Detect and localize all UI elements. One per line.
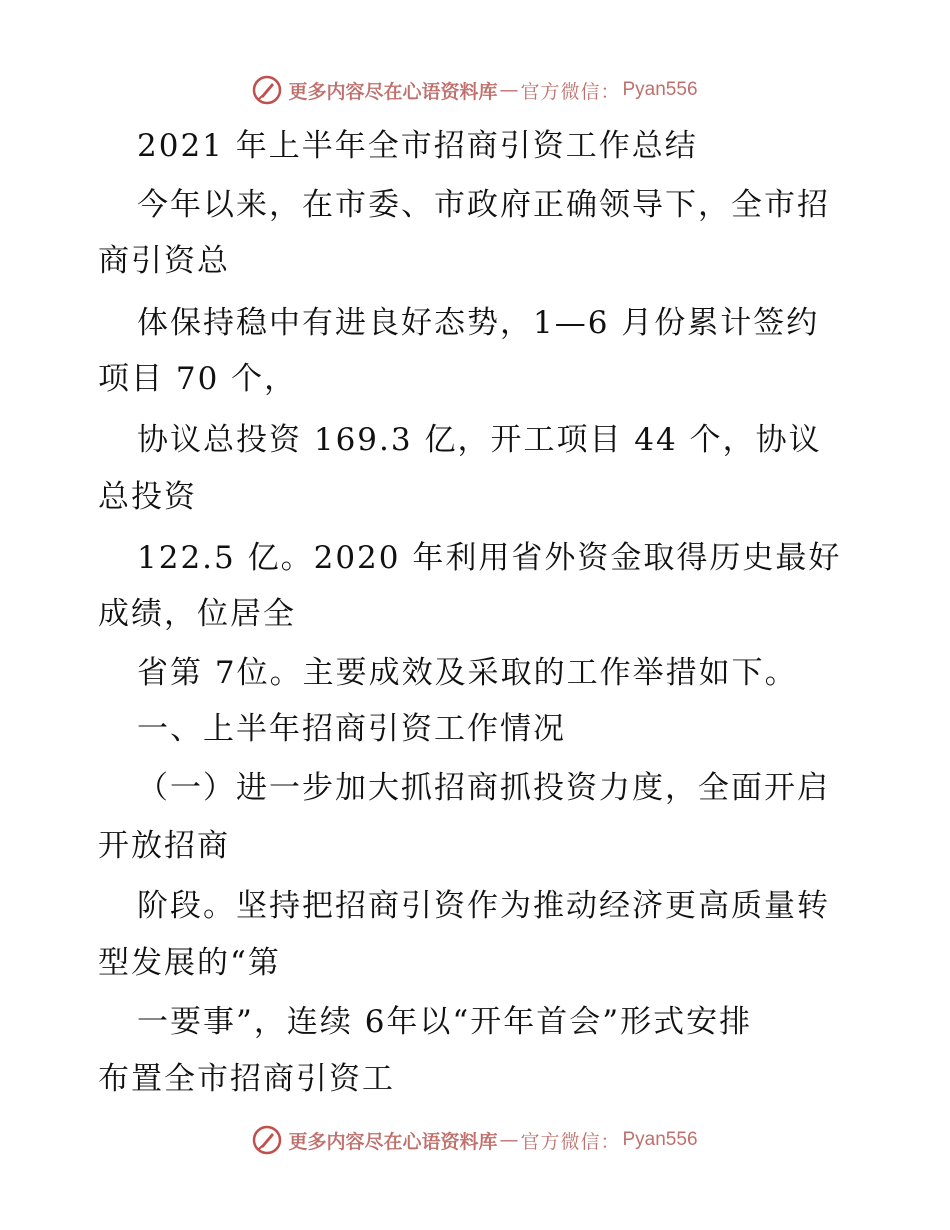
paragraph-line: 阶段。坚持把招商引资作为推动经济更高质量转 <box>137 888 830 924</box>
document-title: 2021 年上半年全市招商引资工作总结 <box>137 128 698 164</box>
paragraph-line: 总投资 <box>98 479 197 515</box>
paragraph-line: 122.5 亿。2020 年利用省外资金取得历史最好 <box>137 540 842 576</box>
section-heading: 一、上半年招商引资工作情况 <box>137 711 566 747</box>
quill-logo-icon <box>252 1125 282 1155</box>
paragraph-line: 项目 70 个， <box>98 361 298 397</box>
paragraph-line: 开放招商 <box>98 828 230 864</box>
watermark-id: Pyan556 <box>622 1129 698 1150</box>
watermark-text: 更多内容尽在心语资料库 <box>288 1130 498 1153</box>
paragraph-line: 布置全市招商引资工 <box>98 1061 395 1097</box>
footer-watermark <box>0 1120 950 1160</box>
paragraph-line: 省第 7位。主要成效及采取的工作举措如下。 <box>137 655 798 691</box>
watermark-official: 官方微信： <box>520 1130 621 1153</box>
paragraph-line: 一要事”，连续 6年以“开年首会”形式安排 <box>137 1004 753 1040</box>
paragraph-line: 成绩，位居全 <box>98 596 296 632</box>
paragraph-line: 体保持稳中有进良好态势，1—6 月份累计签约 <box>137 305 820 341</box>
paragraph-line: 商引资总 <box>98 243 230 279</box>
paragraph-line: 型发展的“第 <box>98 945 281 981</box>
subsection-heading: （一）进一步加大抓招商抓投资力度，全面开启 <box>137 770 830 806</box>
watermark-text: 更多内容尽在心语资料库 <box>288 80 498 103</box>
watermark-dash: — <box>499 79 519 101</box>
paragraph-line: 今年以来，在市委、市政府正确领导下，全市招 <box>137 187 830 223</box>
watermark-id: Pyan556 <box>622 79 698 100</box>
watermark-dash: — <box>499 1129 519 1151</box>
paragraph-line: 协议总投资 169.3 亿，开工项目 44 个，协议 <box>137 422 822 458</box>
watermark-official: 官方微信： <box>520 80 621 103</box>
